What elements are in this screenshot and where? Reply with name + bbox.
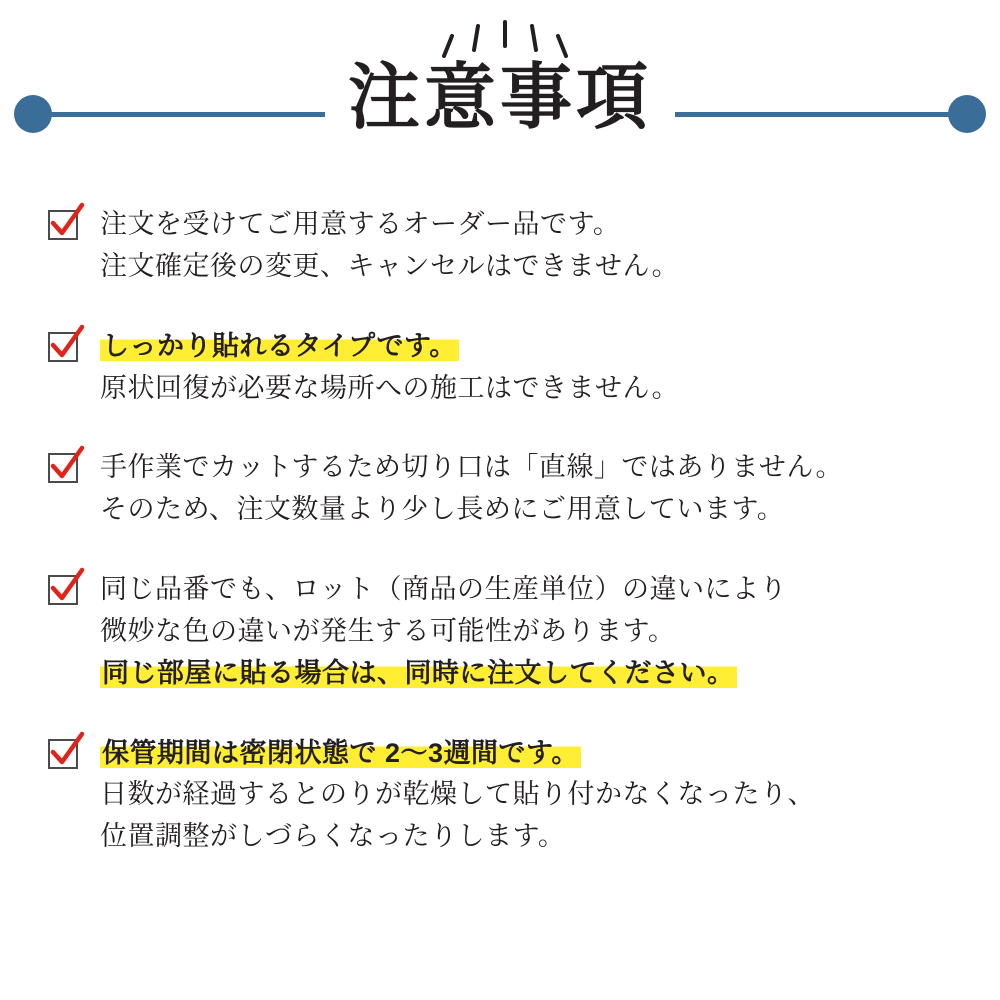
- header-dot-right: [948, 95, 986, 133]
- note-line-highlighted: しっかり貼れるタイプです。: [102, 330, 457, 361]
- checkbox-checked-icon: [48, 453, 82, 487]
- checkbox-checked-icon: [48, 210, 82, 244]
- list-item-text: [100, 733, 960, 859]
- note-line: 微妙な色の違いが発生する可能性があります。: [100, 615, 676, 646]
- note-line: 日数が経過するとのりが乾燥して貼り付かなくなったり、: [100, 779, 815, 810]
- list-item: [48, 326, 960, 410]
- header-rule-right: [675, 112, 960, 117]
- list-item-text: [100, 204, 960, 288]
- list-item-text: [100, 569, 960, 695]
- notice-list: [0, 204, 1000, 858]
- note-line: 手作業でカットするため切り口は「直線」ではありません。: [100, 452, 844, 483]
- checkbox-checked-icon: [48, 739, 82, 773]
- note-line: 注文を受けてご用意するオーダー品です。: [100, 209, 621, 239]
- page-header: [0, 0, 1000, 180]
- list-item: [48, 733, 960, 859]
- note-line: そのため、注文数量より少し長めにご用意しています。: [100, 494, 785, 525]
- note-line: 位置調整がしづらくなったりします。: [100, 821, 566, 852]
- list-item: [48, 447, 960, 531]
- note-line: 同じ品番でも、ロット（商品の生産単位）の違いにより: [100, 574, 787, 605]
- list-item-text: [100, 447, 960, 531]
- list-item-text: [100, 326, 960, 410]
- page-title: 注意事項: [347, 58, 652, 138]
- checkbox-checked-icon: [48, 332, 82, 366]
- note-line: 注文確定後の変更、キャンセルはできません。: [100, 250, 680, 281]
- list-item: [48, 569, 960, 695]
- note-line: 原状回復が必要な場所への施工はできません。: [100, 372, 680, 403]
- list-item: [48, 204, 960, 288]
- note-line-highlighted: 同じ部屋に貼る場合は、同時に注文してください。: [102, 657, 735, 688]
- note-line-highlighted: 保管期間は密閉状態で 2〜3週間です。: [102, 737, 579, 768]
- checkbox-checked-icon: [48, 575, 82, 609]
